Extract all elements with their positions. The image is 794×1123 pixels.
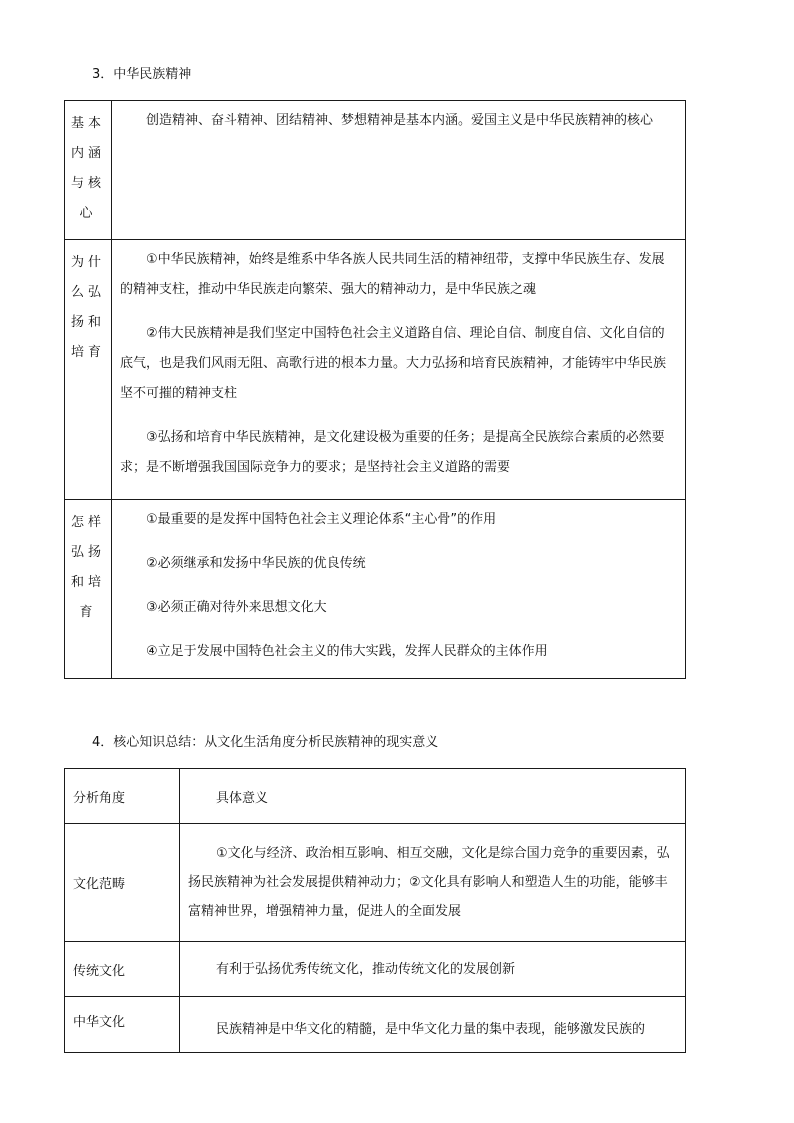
row-content-cell: [180, 942, 686, 997]
content-paragraph: 民族精神是中华文化的精髓，是中华文化力量的集中表现，能够激发民族的: [216, 1022, 646, 1037]
table-row: [65, 942, 686, 997]
row-label-cell: 文化范畴: [65, 824, 180, 942]
list-item: ④立足于发展中国特色社会主义的伟大实践，发挥人民群众的主体作用: [146, 644, 548, 659]
row-content-cell: [180, 824, 686, 942]
list-item: ②必须继承和发扬中华民族的优良传统: [146, 556, 366, 571]
header-cell-angle: 分析角度: [65, 769, 180, 824]
table-row: [65, 997, 686, 1053]
content-paragraph: 有利于弘扬优秀传统文化，推动传统文化的发展创新: [216, 961, 516, 977]
national-spirit-table: [64, 100, 686, 679]
content-paragraph: ①中华民族精神，始终是维系中华各族人民共同生活的精神纽带，支撑中华民族生存、发展的精神支柱，推动中华民族走向繁荣、强大的精神动力，是中华民族之魂: [120, 252, 665, 297]
row-label-cell: [65, 240, 112, 500]
header-cell-meaning: [180, 769, 686, 824]
row-label: 怎样弘扬和培育: [70, 515, 105, 620]
section3-heading: 3．中华民族精神: [92, 67, 192, 82]
content-paragraph: ②伟大民族精神是我们坚定中国特色社会主义道路自信、理论自信、制度自信、文化自信的底气，也是我们风雨无阻、高歌行进的根本力量。大力弘扬和培育民族精神，才能铸牢中华民族坚不可摧的精神支柱: [120, 326, 667, 401]
table-row: [65, 101, 686, 240]
content-paragraph: ①文化与经济、政治相互影响、相互交融，文化是综合国力竞争的重要因素，弘扬民族精神为社会发展提供精神动力；②文化具有影响人和塑造人生的功能，能够丰富精神世界，增强精神力量，促进人的全面发展: [188, 846, 670, 919]
content-paragraph: ③弘扬和培育中华民族精神，是文化建设极为重要的任务；是提高全民族综合素质的必然要求；是不断增强我国国际竞争力的要求；是坚持社会主义道路的需要: [120, 430, 665, 475]
list-item: ③必须正确对待外来思想文化大: [146, 600, 327, 615]
header-meaning-text: 具体意义: [216, 790, 269, 806]
row-label-cell: [65, 997, 180, 1053]
table-header-row: [65, 769, 686, 824]
row-content-cell: [112, 101, 686, 240]
table-row: [65, 824, 686, 942]
row-label: 基本内涵与核心: [70, 116, 105, 221]
row-label: 中华文化: [73, 1015, 126, 1030]
table-row: [65, 240, 686, 500]
row-content-cell: [180, 997, 686, 1053]
table-row: [65, 500, 686, 679]
list-item: ①最重要的是发挥中国特色社会主义理论体系“主心骨”的作用: [146, 512, 497, 527]
row-label-cell: 传统文化: [65, 942, 180, 997]
row-label: 为什么弘扬和培育: [70, 255, 105, 360]
row-label-cell: [65, 101, 112, 240]
content-paragraph: 创造精神、奋斗精神、团结精神、梦想精神是基本内涵。爱国主义是中华民族精神的核心: [146, 113, 654, 128]
row-content-cell: [112, 240, 686, 500]
row-content-cell: [112, 500, 686, 679]
row-label-cell: [65, 500, 112, 679]
significance-table: [64, 768, 686, 1053]
section4-heading: 4．核心知识总结：从文化生活角度分析民族精神的现实意义: [92, 735, 439, 750]
